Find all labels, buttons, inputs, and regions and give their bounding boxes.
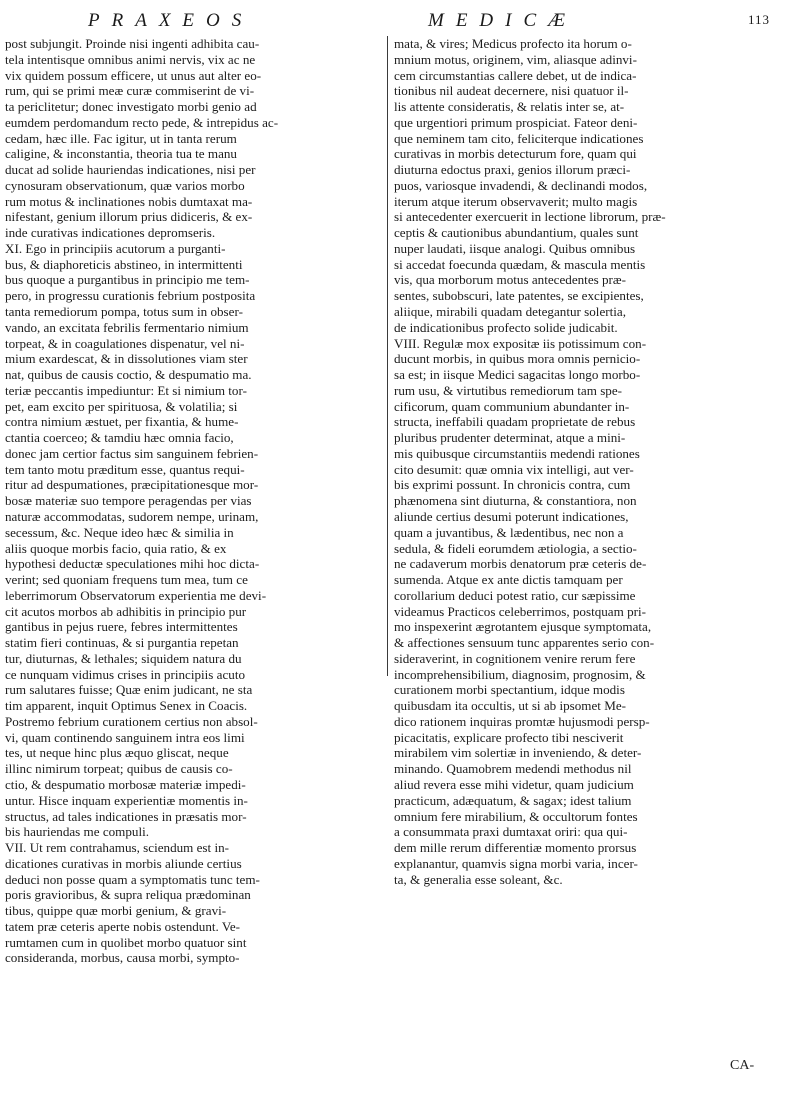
text-line: de indicationibus profecto solide judicabit. (394, 319, 618, 335)
text-line: rum motus & inclinationes nobis dumtaxat ma- (5, 193, 253, 209)
text-line: que urgentiori primum prospiciat. Fateor deni- (394, 114, 638, 130)
text-line: tem tanto motu præditum esse, quantus requi- (5, 461, 245, 477)
text-line: cem circumstantias callere debet, ut de indica- (394, 67, 637, 83)
text-line: deduci non posse quam a symptomatis tunc tem- (5, 871, 260, 887)
header-right-title: MEDICÆ (428, 10, 578, 31)
text-line: practicum, adæquatum, & sagax; idest talium (394, 792, 632, 808)
text-line: nifestant, genium illorum prius didiceris, & ex- (5, 209, 253, 225)
text-line: & affectiones sensuum tunc apparentes serio con- (394, 635, 655, 651)
text-line: corollarium deduci potest ratio, cur sæpissime (394, 587, 636, 603)
text-line: inde curativas indicationes depromseris. (5, 225, 216, 241)
text-line: tionibus nil audeat decernere, nisi quatuor il- (394, 83, 629, 99)
text-line: ctantia coerceo; & tamdiu hæc omnia facio, (5, 430, 234, 446)
text-line: phænomena sint diuturna, & constantiora, non (394, 493, 637, 509)
text-line: pluribus prudenter determinat, atque a mini- (394, 430, 626, 446)
text-line: lis attente consideratis, & relatis inter se, at- (394, 99, 625, 115)
text-line: teriæ peccantis impediuntur: Et si nimium tor- (5, 382, 247, 398)
text-line: mium exardescat, & in dissolutiones viam ster (5, 351, 248, 367)
text-line: ta, & generalia esse soleant, &c. (394, 871, 563, 887)
text-line: leberrimorum Observatorum experientia me devi- (5, 587, 267, 603)
text-line: verint; sed quoniam frequens tum mea, tum ce (5, 572, 248, 588)
text-line: poris gravioribus, & supra reliqua prædominan (5, 887, 251, 903)
text-line: structus, ad tales indicationes in præsatis mor- (5, 808, 247, 824)
text-line: Postremo febrium curationem certius non absol- (5, 713, 258, 729)
text-line: explanantur, quamvis signa morbi varia, incer- (394, 855, 638, 871)
text-line: cynosuram observationum, quæ varios morbo (5, 177, 245, 193)
text-line: VII. Ut rem contrahamus, sciendum est in- (5, 840, 229, 856)
text-line: cificorum, quam communium abundanter in- (394, 398, 630, 414)
text-line: cedam, hæc ille. Fac igitur, ut in tanta rerum (5, 130, 237, 146)
text-line: vix quidem possum efficere, ut unus aut alter eo- (5, 67, 262, 83)
text-line: ritur ad despumationes, præcipitationesque mor- (5, 477, 259, 493)
text-line: dem mille rerum differentiæ momento prorsus (394, 840, 637, 856)
text-line: post subjungit. Proinde nisi ingenti adhibita cau- (5, 36, 260, 51)
text-line: sideraverint, in cognitionem venire rerum fere (394, 650, 636, 666)
text-line: untur. Hisce inquam experientiæ momentis in- (5, 792, 248, 808)
text-line: bis hauriendas me compuli. (5, 824, 149, 840)
text-line: rum usu, & virtutibus remediorum tam spe- (394, 382, 623, 398)
column-divider (387, 36, 388, 676)
text-line: que neminem tam cito, feliciterque indicationes (394, 130, 644, 146)
text-line: tatem præ ceteris aperte nobis ostendunt. Ve- (5, 918, 241, 934)
text-line: tim apparent, inquit Optimus Senex in Coacis. (5, 698, 248, 714)
text-line: caligine, & inconstantia, theoria tua te manu (5, 146, 237, 162)
text-line: rum salutares fuisse; Quæ enim judicant, ne sta (5, 682, 253, 698)
text-line: ta periclitetur; donec investigato morbi genio ad (5, 99, 257, 115)
text-line: XI. Ego in principiis acutorum a purganti- (5, 240, 226, 256)
text-line: bis exprimi possunt. In chronicis contra, cum (394, 477, 631, 493)
text-line: iterum atque iterum observaverit; multo magis (394, 193, 638, 209)
text-line: rum, qui se primi meæ curæ commiserint de vi- (5, 83, 255, 99)
text-line: ctio, & despumatio morbosæ materiæ impedi- (5, 776, 246, 792)
text-line: tela intentisque omnibus animi nervis, vix ac ne (5, 51, 256, 67)
text-line: vando, an excitata febrilis fermentario nimium (5, 319, 249, 335)
text-line: pero, in progressu curationis febrium postposita (5, 288, 256, 304)
text-line: tur, diuturnas, & lethales; siquidem natura du (5, 650, 242, 666)
text-line: secessum, &c. Neque ideo hæc & similia in (5, 524, 234, 540)
text-line: cit acutos morbos ab adhibitis in principio pur (5, 603, 247, 619)
text-line: picacitatis, explicare profecto tibi nesciverit (394, 729, 624, 745)
text-line: hypothesi deductæ speculationes mihi hoc dicta- (5, 556, 260, 572)
text-line: puos, variosque invadendi, & declinandi modos, (394, 177, 648, 193)
text-line: naturæ accommodatas, sudorem nempe, urinam, (5, 508, 259, 524)
text-line: omnium fere mirabilium, & occultorum fontes (394, 808, 638, 824)
text-line: tibus, quippe quæ morbi genium, & gravi- (5, 903, 227, 919)
text-line: tes, ut neque hinc plus æquo gliscat, neque (5, 745, 229, 761)
text-line: curativas in morbis detecturum fore, quam qui (394, 146, 637, 162)
text-line: consideranda, morbus, causa morbi, sympto- (5, 950, 240, 966)
text-line: vis, qua morborum motus antecedentes præ- (394, 272, 626, 288)
catchword: CA- (730, 1058, 755, 1073)
text-line: quam a juvantibus, & lædentibus, nec non a (394, 524, 624, 540)
text-line: aliud revera esse mihi videtur, quam judicium (394, 776, 634, 792)
text-line: bosæ materiæ suo tempore peragendas per vias (5, 493, 252, 509)
text-line: mirabilem vim solertiæ in inveniendo, & deter- (394, 745, 642, 761)
text-line: sumenda. Atque ex ante dictis tamquam per (394, 572, 623, 588)
text-line: diuturna edoctus praxi, genios illorum præci- (394, 162, 631, 178)
page-number: 113 (748, 12, 771, 27)
text-line: contra nimium æstuet, per fixantia, & hume- (5, 414, 239, 430)
text-line: quibusdam ita occultis, ut si ab ipsomet Me- (394, 698, 627, 714)
text-line: mis quibusque circumstantiis medendi rationes (394, 445, 640, 461)
text-line: curationem morbi spectantium, idque modis (394, 682, 625, 698)
running-header (88, 8, 788, 38)
text-line: videamus Practicos celeberrimos, postquam pri- (394, 603, 646, 619)
text-line: mata, & vires; Medicus profecto ita horum o- (394, 36, 632, 51)
right-text-column (394, 36, 766, 887)
left-text-column (5, 36, 373, 966)
text-line: illinc nimirum torpeat; quibus de causis co- (5, 761, 233, 777)
text-line: donec jam certior factus sim sanguinem febrien- (5, 445, 259, 461)
text-line: nuper laudati, iisque analogi. Quibus omnibus (394, 240, 636, 256)
text-line: aliis quoque morbis facio, quia ratio, & ex (5, 540, 227, 556)
text-line: a consummata praxi dumtaxat oriri: qua qui- (394, 824, 628, 840)
text-line: aliunde certius desumi poterunt indicationes, (394, 508, 629, 524)
text-line: incomprehensibilium, diagnosim, prognosim, & (394, 666, 646, 682)
text-line: ce nunquam vidimus crises in principiis acuto (5, 666, 246, 682)
text-line: eumdem perdomandum recto pede, & intrepidus ac- (5, 114, 279, 130)
text-line: ceptis & cautionibus abundantium, quales sunt (394, 225, 639, 241)
text-line: pet, eam excito per spirituosa, & volatilia; si (5, 398, 238, 414)
text-line: dico rationem inquiras promtæ hujusmodi persp- (394, 713, 650, 729)
text-line: mnium motus, originem, vim, aliasque adinvi- (394, 51, 637, 67)
text-line: mo inspexerint ægrotantem ejusque symptomata, (394, 619, 652, 635)
text-line: si antecedenter exercuerit in lectione librorum, præ- (394, 209, 666, 225)
text-line: sentes, subobscuri, late patentes, se excipientes, (394, 288, 644, 304)
text-line: torpeat, & in coagulationes dispenatur, vel ni- (5, 335, 245, 351)
text-line: gantibus in pejus ruere, febres intermittentes (5, 619, 238, 635)
text-line: VIII. Regulæ mox expositæ iis potissimum con- (394, 335, 647, 351)
text-line: ne cadaverum morbis denatorum præ ceteris de- (394, 556, 647, 572)
text-line: minando. Quamobrem medendi methodus nil (394, 761, 632, 777)
header-left-title: PRAXEOS (88, 10, 254, 31)
text-line: bus quoque a purgantibus in principio me tem- (5, 272, 250, 288)
text-line: rumtamen cum in quolibet morbo quatuor sint (5, 934, 247, 950)
text-line: ducunt morbis, in quibus mora omnis pernicio- (394, 351, 641, 367)
text-line: structa, ineffabili quadam proprietate de rebus (394, 414, 636, 430)
text-line: statim fieri continuas, & si purgantia repetan (5, 635, 239, 651)
text-line: dicationes curativas in morbis aliunde certius (5, 855, 242, 871)
text-line: vi, quam continendo sanguinem intra eos limi (5, 729, 245, 745)
text-line: ducat ad solide hauriendas indicationes, nisi per (5, 162, 256, 178)
text-line: nat, quibus de causis coctio, & despumatio ma. (5, 367, 252, 383)
text-line: sedula, & fideli eorumdem ætiologia, a sectio- (394, 540, 637, 556)
text-line: cito desumit: quæ omnia vix intelligi, aut ver- (394, 461, 634, 477)
text-line: aliique, mirabili quadam detegantur solertia, (394, 304, 626, 320)
text-line: sa est; in iisque Medici sagacitas longo morbo- (394, 367, 641, 383)
text-line: si accedat foecunda quædam, & mascula mentis (394, 256, 646, 272)
text-line: tanta remediorum pompa, totus sum in obser- (5, 304, 243, 320)
text-line: bus, & diaphoreticis abstineo, in intermittenti (5, 256, 243, 272)
